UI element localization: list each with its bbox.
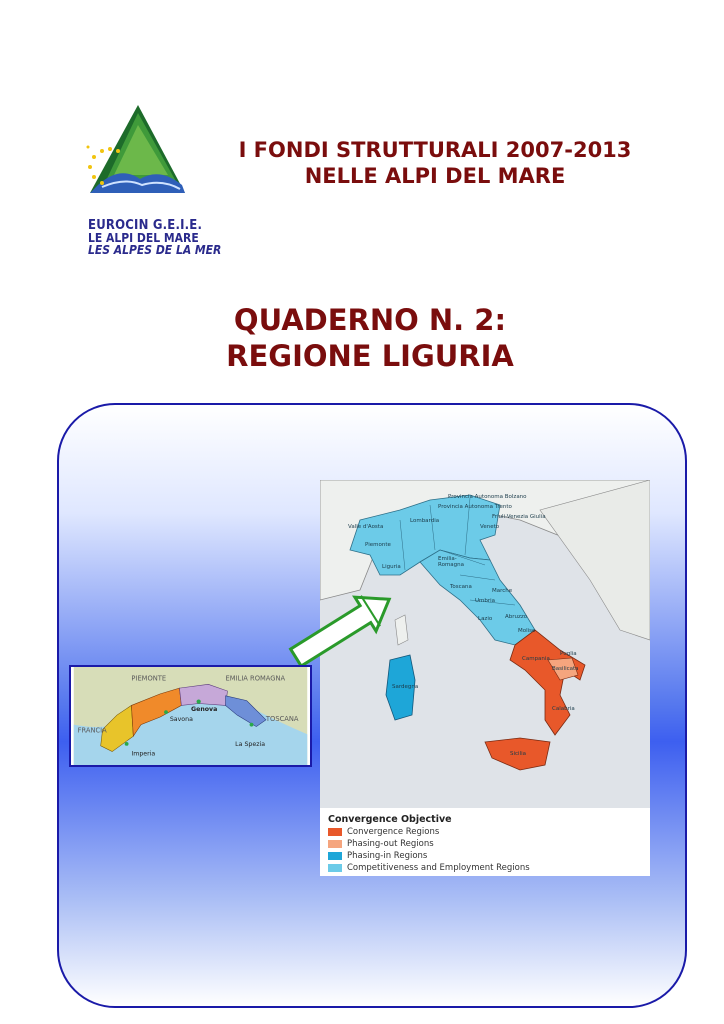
- subtitle-line-2: NELLE ALPI DEL MARE: [304, 164, 566, 188]
- legend-item: Convergence Regions: [328, 827, 439, 838]
- svg-text:Molise: Molise: [518, 628, 536, 634]
- logo-line-2: LE ALPI DEL MARE: [88, 231, 199, 245]
- page-title: [150, 302, 590, 374]
- legend-swatch: [328, 852, 342, 860]
- logo-line-1: EUROCIN G.E.I.E.: [88, 218, 203, 233]
- legend-swatch: [328, 840, 342, 848]
- subtitle-line-1: I FONDI STRUTTURALI 2007-2013: [238, 138, 632, 162]
- title-line-1: QUADERNO N. 2:: [233, 303, 507, 337]
- legend-title: Convergence Objective: [328, 814, 452, 825]
- svg-text:Sardegna: Sardegna: [392, 684, 419, 690]
- svg-text:Lombardia: Lombardia: [410, 518, 440, 524]
- region-label-piemonte: PIEMONTE: [131, 674, 167, 683]
- legend-item: Phasing-in Regions: [328, 851, 427, 862]
- legend-swatch: [328, 864, 342, 872]
- svg-text:Campania: Campania: [522, 656, 550, 662]
- svg-text:Toscana: Toscana: [450, 584, 472, 590]
- document-subtitle: [200, 137, 670, 189]
- svg-text:Marche: Marche: [492, 588, 513, 594]
- svg-text:Friuli-Venezia Giulia: Friuli-Venezia Giulia: [492, 514, 546, 520]
- svg-text:Veneto: Veneto: [480, 524, 500, 530]
- region-label-toscana: TOSCANA: [265, 714, 299, 723]
- city-label-savona: Savona: [169, 715, 193, 723]
- svg-text:Puglia: Puglia: [560, 651, 577, 657]
- svg-text:Piemonte: Piemonte: [365, 542, 391, 548]
- map-legend: [320, 808, 650, 876]
- svg-text:Abruzzo: Abruzzo: [505, 614, 528, 620]
- logo-text: [88, 220, 221, 256]
- svg-text:Calabria: Calabria: [552, 706, 575, 712]
- legend-item: Phasing-out Regions: [328, 839, 434, 850]
- logo-line-3: LES ALPES DE LA MER: [88, 243, 222, 257]
- svg-text:Provincia Autonoma Bolzano: Provincia Autonoma Bolzano: [448, 494, 527, 500]
- svg-text:Sicilia: Sicilia: [510, 751, 526, 757]
- city-label-imperia: Imperia: [131, 750, 156, 758]
- liguria-map: [69, 665, 312, 767]
- svg-text:Umbria: Umbria: [475, 598, 496, 604]
- city-label-la-spezia: La Spezia: [235, 740, 266, 748]
- svg-text:Emilia-: Emilia-: [438, 556, 457, 562]
- region-label-francia: FRANCIA: [77, 726, 107, 735]
- legend-item: Competitiveness and Employment Regions: [328, 863, 530, 874]
- svg-text:Romagna: Romagna: [438, 562, 465, 568]
- svg-text:Valle d'Aosta: Valle d'Aosta: [348, 524, 384, 530]
- region-label-emilia-romagna: EMILIA ROMAGNA: [225, 674, 286, 683]
- legend-swatch: [328, 828, 342, 836]
- svg-text:Liguria: Liguria: [382, 564, 401, 570]
- svg-text:Lazio: Lazio: [478, 616, 493, 622]
- svg-text:Provincia Autonoma Trento: Provincia Autonoma Trento: [438, 504, 512, 510]
- city-label-genova: Genova: [190, 706, 218, 714]
- title-line-2: REGIONE LIGURIA: [226, 339, 514, 373]
- svg-text:Basilicata: Basilicata: [552, 666, 579, 672]
